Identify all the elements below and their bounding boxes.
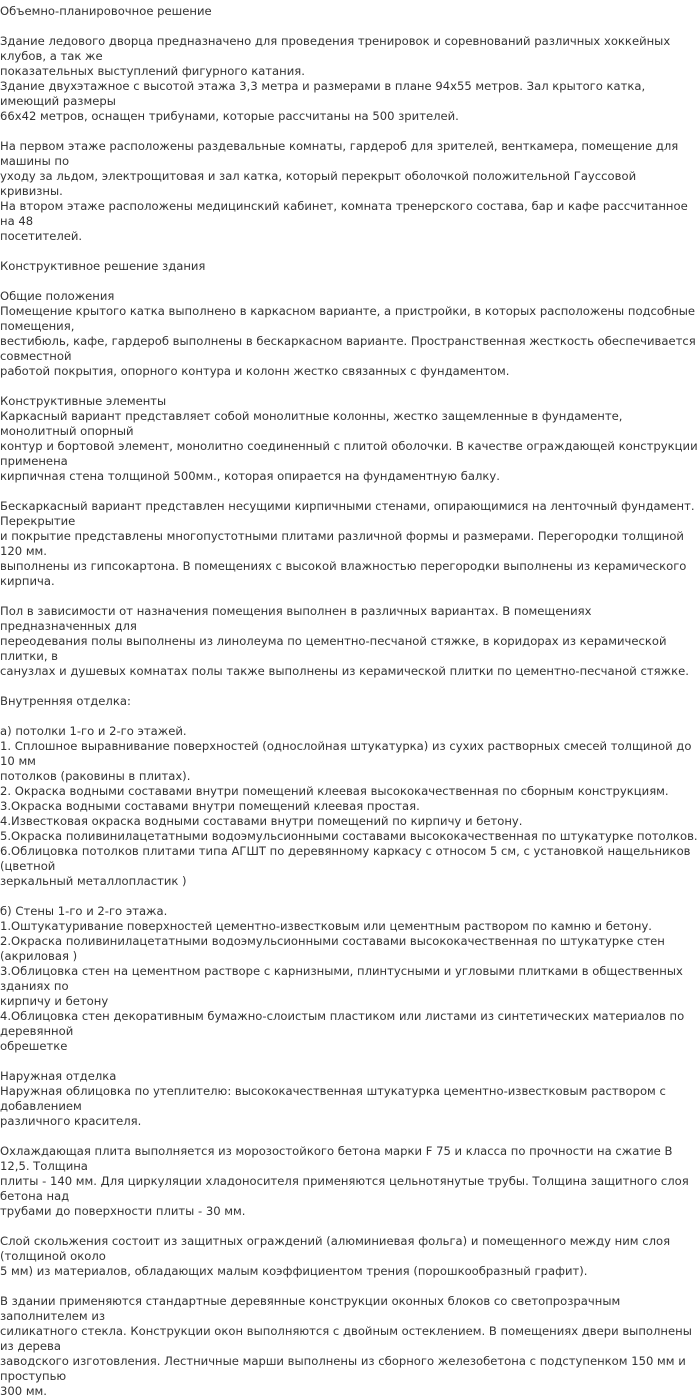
text-paragraph: Охлаждающая плита выполняется из морозостойкого бетона марки F 75 и класса по прочности на сжатие В 12,5. Толщина плиты - 140 мм. Для циркуляции хладоносителя применяются цельнотянутые трубы. Толщина защитного слоя бетона над трубами до поверхности плиты - 30 мм.: [0, 1144, 689, 1218]
text-paragraph: Наружная отделка Наружная облицовка по утеплителю: высококачественная штукатурка цементно-известковым раствором с добавлением различного красителя.: [0, 1069, 666, 1128]
paragraph-spacer: [0, 889, 700, 904]
text-paragraph: Пол в зависимости от назначения помещения выполнен в различных вариантах. В помещениях предназначенных для переодевания полы выполнены из линолеума по цементно-песчаной стяжке, в коридорах из керамической плитки, в санузлах и душевых комнатах полы также выполнены из керамической плитки по цементно-песчаной стяжке.: [0, 604, 689, 678]
paragraph-spacer: [0, 679, 700, 694]
paragraph-spacer: [0, 1279, 700, 1294]
text-paragraph: Слой скольжения состоит из защитных ограждений (алюминиевая фольга) и помещенного между ним слоя (толщиной около 5 мм) из материалов, обладающих малым коэффициентом трения (порошкообразный графит).: [0, 1234, 671, 1278]
paragraph-spacer: [0, 1054, 700, 1069]
text-paragraph: Конструктивное решение здания: [0, 259, 206, 273]
paragraph-spacer: [0, 19, 700, 34]
text-paragraph: а) потолки 1-го и 2-го этажей. 1. Сплошное выравнивание поверхностей (однослойная штукатурка) из сухих растворных смесей толщиной до 10 мм потолков (раковины в плитах). 2. Окраска водными составами внутри помещений клеевая высококачественная по сборным конструкциям. 3.Окраска водными составами внутри помещений клеевая простая. 4.Известковая окраска водными составами внутри помещений по кирпичу и бетону. 5.Окраска поливинилацетатными водоэмульсионными составами высококачественная по штукатурке потолков. 6.Облицовка потолков плитами типа АГШТ по деревянному каркасу с относом 5 см, с установкой нащельников (цветной зеркальный металлопластик ): [0, 724, 698, 888]
paragraph-spacer: [0, 589, 700, 604]
paragraph-spacer: [0, 379, 700, 394]
paragraph-spacer: [0, 1219, 700, 1234]
text-paragraph: Конструктивные элементы Каркасный вариант представляет собой монолитные колонны, жестко защемленные в фундаменте, монолитный опорный контур и бортовой элемент, монолитно соединенный с плитой оболочки. В качестве ограждающей конструкции применена кирпичная стена толщиной 500мм., которая опирается на фундаментную балку.: [0, 394, 698, 483]
paragraph-spacer: [0, 244, 700, 259]
text-paragraph: В здании применяются стандартные деревянные конструкции оконных блоков со светопрозрачным заполнителем из силикатного стекла. Конструкции окон выполняются с двойным остеклением. В помещениях двери выполнены из дерева заводского изготовления. Лестничные марши выполнены из сборного железобетона с подступенком 150 мм и проступью 300 мм.: [0, 1294, 692, 1398]
text-paragraph: б) Стены 1-го и 2-го этажа. 1.Оштукатуривание поверхностей цементно-известковым или цементным раствором по камню и бетону. 2.Окраска поливинилацетатными водоэмульсионными составами высококачественная по штукатурке стен (акриловая ) 3.Облицовка стен на цементном растворе с карнизными, плинтусными и угловыми плитками в общественных зданиях по кирпичу и бетону 4.Облицовка стен декоративным бумажно-слоистым пластиком или листами из синтетических материалов по деревянной обрешетке: [0, 904, 685, 1053]
text-paragraph: Объемно-планировочное решение: [0, 4, 212, 18]
text-paragraph: Бескаркасный вариант представлен несущими кирпичными стенами, опирающимися на ленточный фундамент. Перекрытие и покрытие представлены многопустотными плитами различной формы и размерами. Перегородки толщиной 120 мм. выполнены из гипсокартона. В помещениях с высокой влажностью перегородки выполнены из керамического кирпича.: [0, 499, 695, 588]
paragraph-spacer: [0, 124, 700, 139]
text-paragraph: На первом этаже расположены раздевальные комнаты, гардероб для зрителей, венткамера, помещение для машины по уходу за льдом, электрощитовая и зал катка, который перекрыт оболочкой положительной Гауссовой кривизны. На втором этаже расположены медицинский кабинет, комната тренерского состава, бар и кафе рассчитанное на 48 посетителей.: [0, 139, 688, 243]
paragraph-spacer: [0, 274, 700, 289]
text-paragraph: Общие положения Помещение крытого катка выполнено в каркасном варианте, а пристройки, в которых расположены подсобные помещения, вестибюль, кафе, гардероб выполнены в бескаркасном варианте. Пространственная жесткость обеспечивается совместной работой покрытия, опорного контура и колонн жестко связанных с фундаментом.: [0, 289, 696, 378]
text-paragraph: Внутренняя отделка:: [0, 694, 131, 708]
paragraph-spacer: [0, 709, 700, 724]
paragraph-spacer: [0, 1129, 700, 1144]
text-paragraph: Здание ледового дворца предназначено для проведения тренировок и соревнований различных хоккейных клубов, а так же показательных выступлений фигурного катания. Здание двухэтажное с высотой этажа 3,3 метра и размерами в плане 94х55 метров. Зал крытого катка, имеющий размеры 66х42 метров, оснащен трибунами, которые рассчитаны на 500 зрителей.: [0, 34, 671, 123]
paragraph-spacer: [0, 484, 700, 499]
